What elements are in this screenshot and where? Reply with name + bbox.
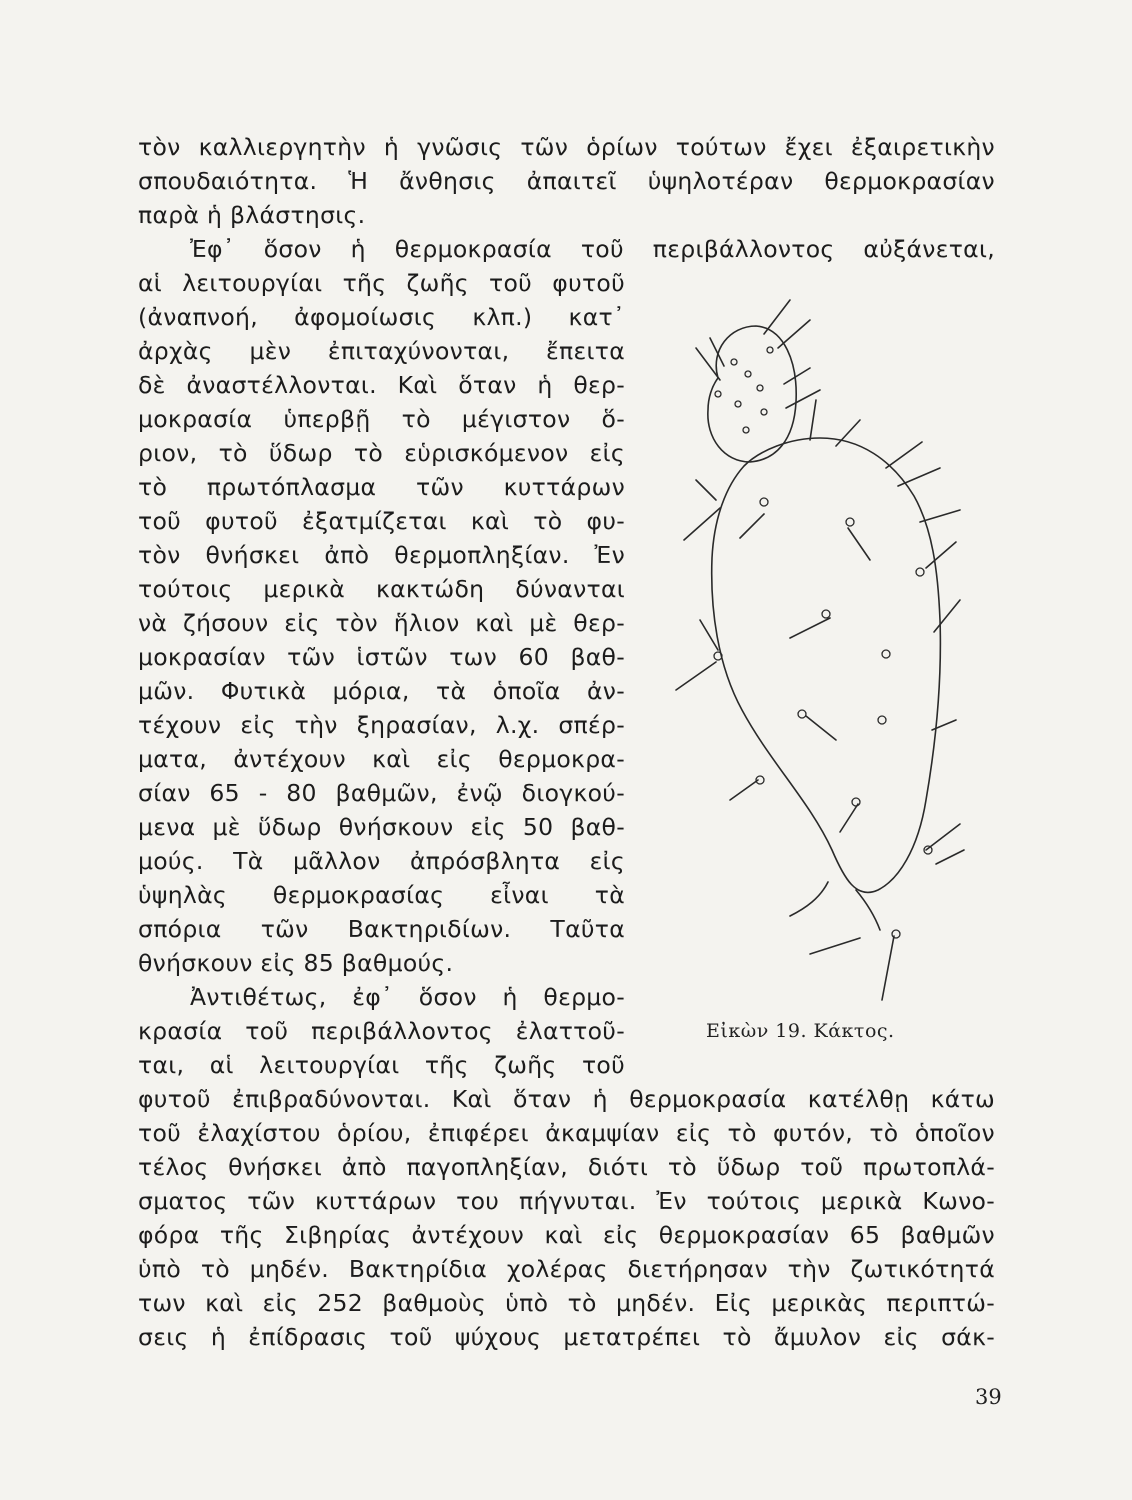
text-line: παρὰ ἡ βλάστησις.: [138, 201, 366, 229]
text-line: τὸ πρωτόπλασμα τῶν κυττάρων: [138, 473, 625, 501]
text-line: θνήσκουν εἰς 85 βαθμούς.: [138, 949, 454, 977]
text-line: τὸν καλλιεργητὴν ἡ γνῶσις τῶν ὁρίων τούτων ἔχει ἐξαιρετικὴν: [138, 133, 995, 161]
text-line: ριον, τὸ ὕδωρ τὸ εὑρισκόμενον εἰς: [138, 439, 625, 467]
text-line: μούς. Τὰ μᾶλλον ἀπρόσβλητα εἰς: [138, 847, 625, 875]
text-line: μοκρασίαν τῶν ἱστῶν των 60 βαθ-: [138, 643, 625, 671]
text-line: ματα, ἀντέχουν καὶ εἰς θερμοκρα-: [138, 745, 625, 773]
text-line: ἀρχὰς μὲν ἐπιταχύνονται, ἔπειτα: [138, 337, 625, 365]
text-line: τέχουν εἰς τὴν ξηρασίαν, λ.χ. σπέρ-: [138, 711, 625, 739]
text-line: σπόρια τῶν Βακτηριδίων. Ταῦτα: [138, 915, 625, 943]
text-line: των καὶ εἰς 252 βαθμοὺς ὑπὸ τὸ μηδέν. Εἰς μερικὰς περιπτώ-: [138, 1289, 995, 1317]
page-number: 39: [975, 1385, 1002, 1409]
text-line: (ἀναπνοή, ἀφομοίωσις κλπ.) κατ᾽: [138, 303, 625, 331]
text-line: ται, αἱ λειτουργίαι τῆς ζωῆς τοῦ: [138, 1051, 625, 1079]
text-line: τοῦ φυτοῦ ἐξατμίζεται καὶ τὸ φυ-: [138, 507, 625, 535]
text-line: αἱ λειτουργίαι τῆς ζωῆς τοῦ φυτοῦ: [138, 269, 625, 297]
cactus-areoles: [714, 347, 932, 938]
paragraph-start-line: Ἀντιθέτως, ἐφ᾽ ὅσον ἡ θερμο-: [190, 983, 625, 1011]
text-line: κρασία τοῦ περιβάλλοντος ἐλαττοῦ-: [138, 1017, 625, 1045]
text-line: νὰ ζήσουν εἰς τὸν ἥλιον καὶ μὲ θερ-: [138, 609, 625, 637]
cactus-main-pad: [712, 438, 941, 892]
text-line: δὲ ἀναστέλλονται. Καὶ ὅταν ἡ θερ-: [138, 371, 625, 399]
cactus-base: [790, 882, 880, 930]
figure-caption: Εἰκὼν 19. Κάκτος.: [706, 1020, 895, 1042]
text-line: τέλος θνήσκει ἀπὸ παγοπληξίαν, διότι τὸ ὕδωρ τοῦ πρωτοπλά-: [138, 1153, 995, 1181]
text-line: τούτοις μερικὰ κακτώδη δύνανται: [138, 575, 625, 603]
cactus-illustration: [660, 290, 1000, 1010]
text-line: ὑπὸ τὸ μηδέν. Βακτηρίδια χολέρας διετήρησαν τὴν ζωτικότητά: [138, 1255, 995, 1283]
text-line: τοῦ ἐλαχίστου ὁρίου, ἐπιφέρει ἀκαμψίαν εἰς τὸ φυτόν, τὸ ὁποῖον: [138, 1119, 995, 1147]
text-line: μῶν. Φυτικὰ μόρια, τὰ ὁποῖα ἀν-: [138, 677, 625, 705]
paragraph-start-line: Ἐφ᾽ ὅσον ἡ θερμοκρασία τοῦ περιβάλλοντος αὐξάνεται,: [190, 235, 995, 263]
text-line: μοκρασία ὑπερβῇ τὸ μέγιστον ὅ-: [138, 405, 625, 433]
text-line: σεις ἡ ἐπίδρασις τοῦ ψύχους μετατρέπει τὸ ἄμυλον εἰς σάκ-: [138, 1323, 995, 1351]
text-line: τὸν θνήσκει ἀπὸ θερμοπληξίαν. Ἐν: [138, 541, 625, 569]
text-line: ὑψηλὰς θερμοκρασίας εἶναι τὰ: [138, 881, 625, 909]
text-line: σπουδαιότητα. Ἡ ἄνθησις ἀπαιτεῖ ὑψηλοτέραν θερμοκρασίαν: [138, 167, 995, 195]
text-line: μενα μὲ ὕδωρ θνήσκουν εἰς 50 βαθ-: [138, 813, 625, 841]
text-line: φόρα τῆς Σιβηρίας ἀντέχουν καὶ εἰς θερμοκρασίαν 65 βαθμῶν: [138, 1221, 995, 1249]
text-line: φυτοῦ ἐπιβραδύνονται. Καὶ ὅταν ἡ θερμοκρασία κατέλθῃ κάτω: [138, 1085, 995, 1113]
text-line: σίαν 65 - 80 βαθμῶν, ἐνῷ διογκού-: [138, 779, 625, 807]
text-line: σματος τῶν κυττάρων του πήγνυται. Ἐν τούτοις μερικὰ Κωνο-: [138, 1187, 995, 1215]
